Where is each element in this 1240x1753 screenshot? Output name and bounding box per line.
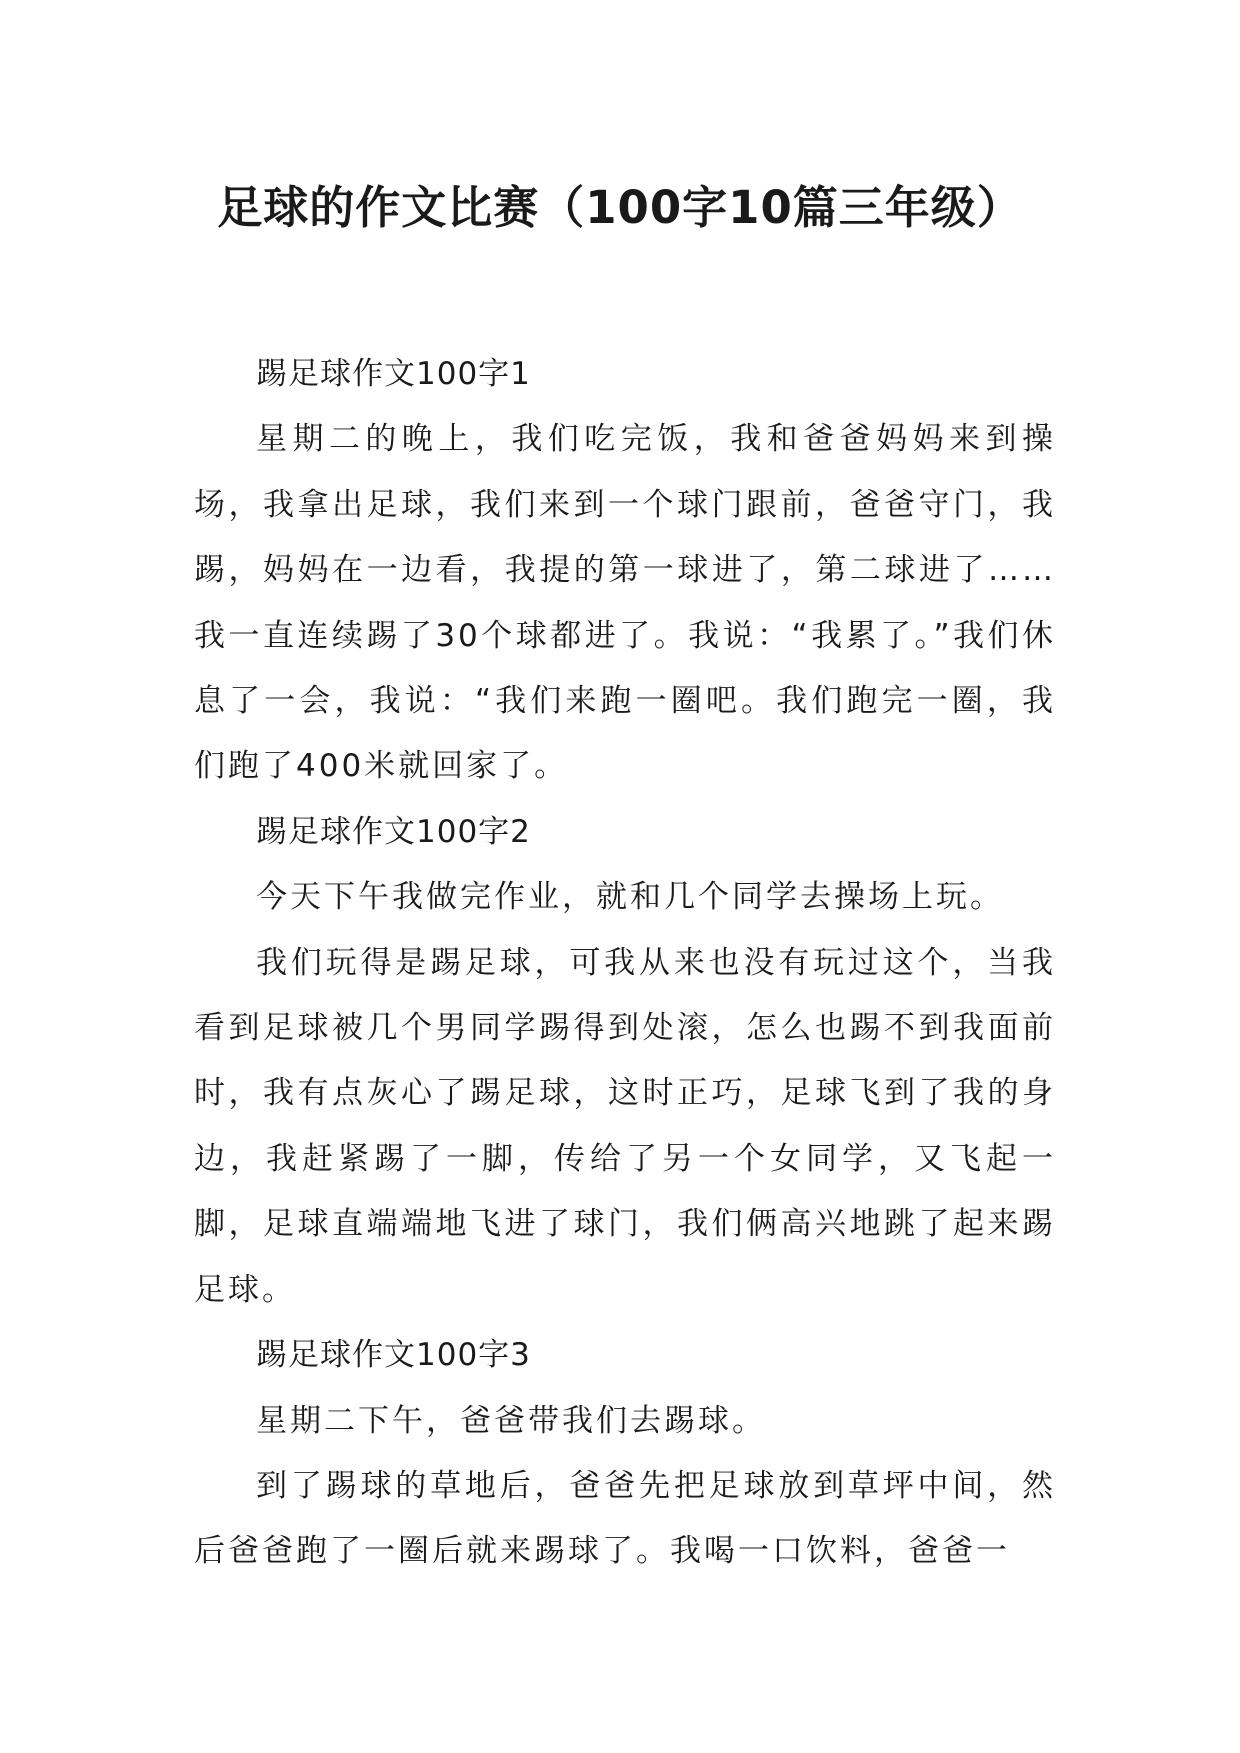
paragraph: 星期二的晚上，我们吃完饭，我和爸爸妈妈来到操场，我拿出足球，我们来到一个球门跟前，爸爸守门，我踢，妈妈在一边看，我提的第一球进了，第二球进了……我一直连续踢了30个球都进了。我说：“我累了。”我们休息了一会，我说：“我们来跑一圈吧。我们跑完一圈，我们跑了400米就回家了。: [194, 421, 1056, 785]
essay-heading-1: 踢足球作文100字1: [256, 356, 531, 392]
document-title: 足球的作文比赛（100字10篇三年级）: [217, 181, 1023, 234]
paragraph: 星期二下午，爸爸带我们去踢球。: [256, 1402, 766, 1439]
paragraph: 今天下午我做完作业，就和几个同学去操场上玩。: [256, 879, 1004, 916]
paragraph: 我们玩得是踢足球，可我从来也没有玩过这个，当我看到足球被几个男同学踢得到处滚，怎么也踢不到我面前时，我有点灰心了踢足球，这时正巧，足球飞到了我的身边，我赶紧踢了一脚，传给了另一个女同学，又飞起一脚，足球直端端地飞进了球门，我们俩高兴地跳了起来踢足球。: [194, 944, 1056, 1308]
document-body: [194, 342, 1056, 1585]
essay-heading-3: 踢足球作文100字3: [256, 1337, 531, 1374]
paragraph: 到了踢球的草地后，爸爸先把足球放到草坪中间，然后爸爸跑了一圈后就来踢球了。我喝一口饮料，爸爸一: [194, 1467, 1056, 1570]
essay-heading-2: 踢足球作文100字2: [256, 813, 531, 850]
